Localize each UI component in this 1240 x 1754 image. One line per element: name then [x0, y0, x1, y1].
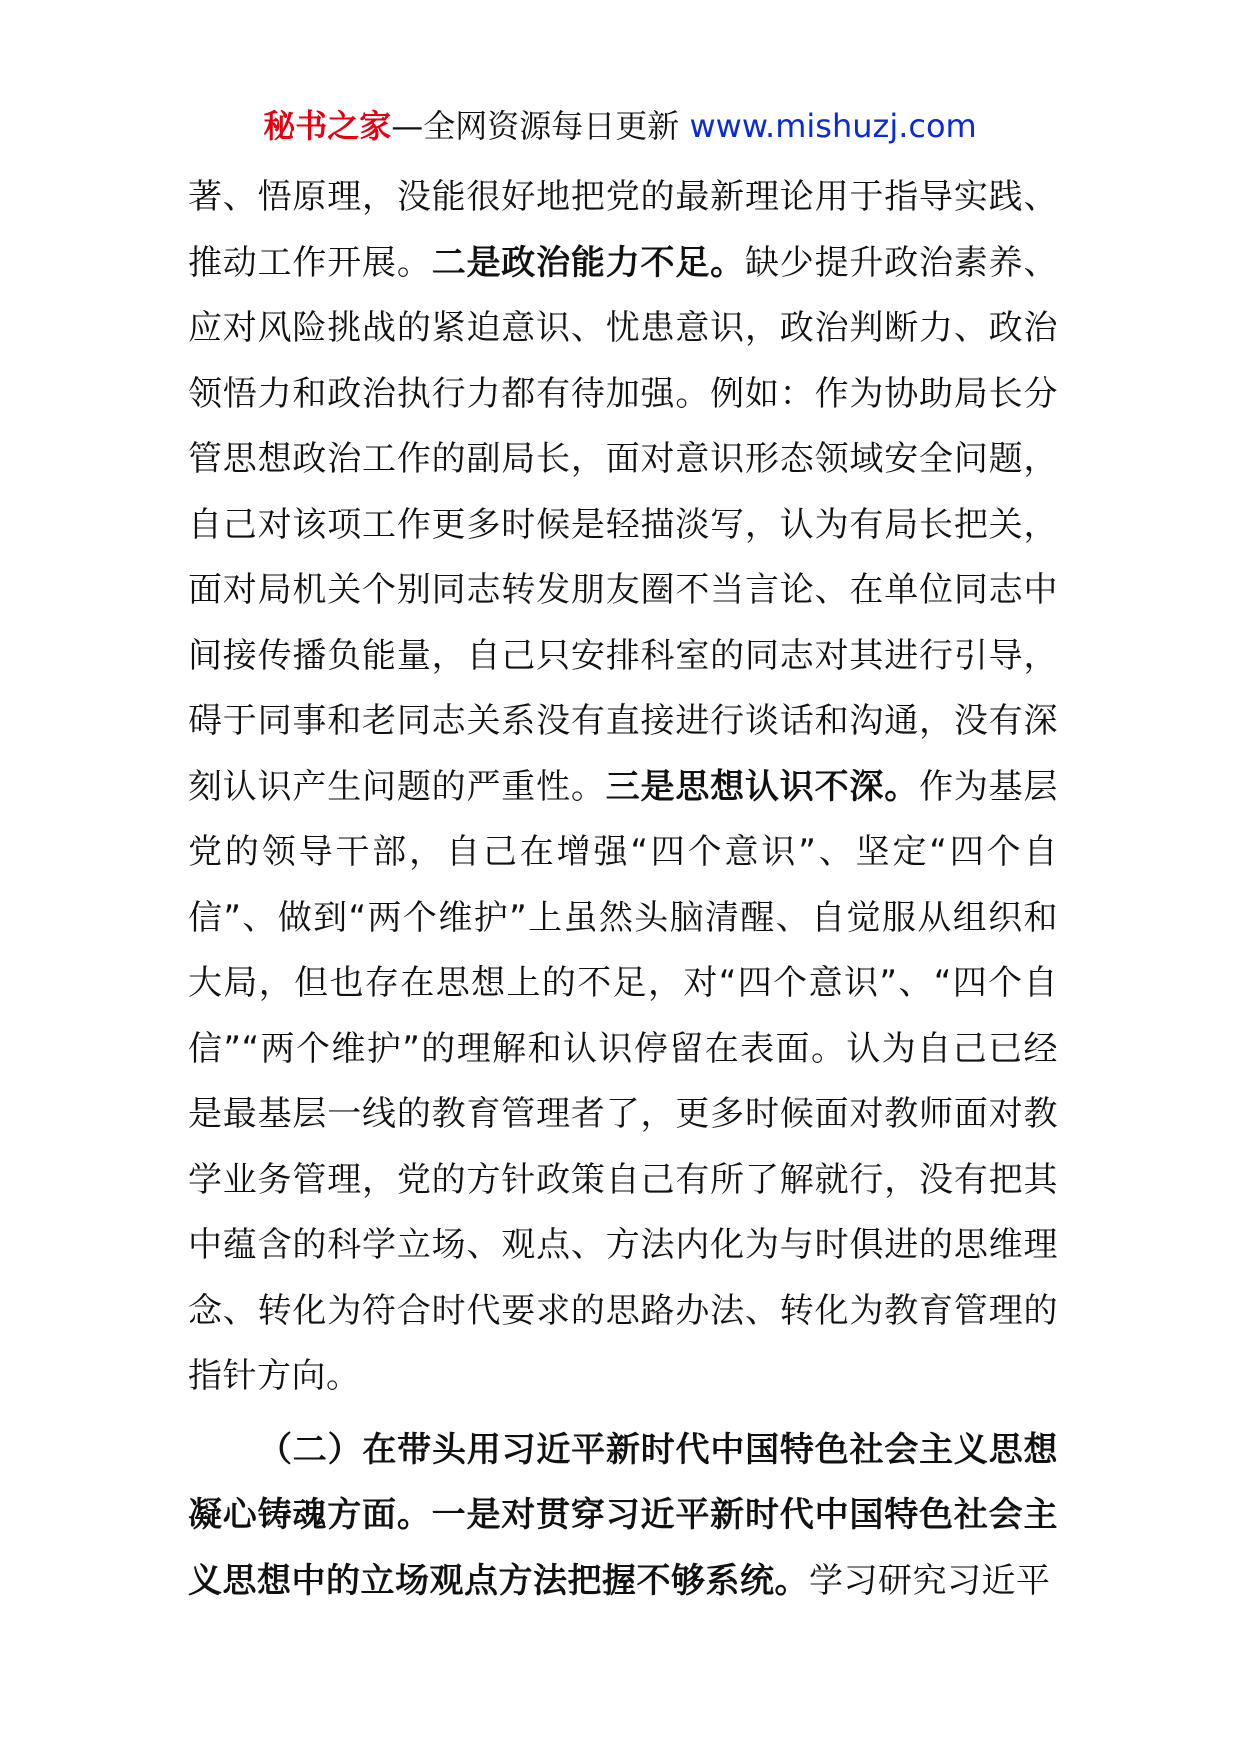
paragraph-2-text-1: 学习研究习近平	[809, 1560, 1051, 1601]
site-header	[0, 100, 1240, 152]
document-body	[188, 165, 1058, 1614]
header-separator: —	[391, 107, 424, 145]
paragraph-1-text-2: 缺少提升政治素养、应对风险挑战的紧迫意识、忧患意识，政治判断力、政治领悟力和政治执行力都有待加强。例如：作为协助局长分管思想政治工作的副局长，面对意识形态领域安全问题，自己对该项工作更多时候是轻描淡写，认为有局长把关，面对局机关个别同志转发朋友圈不当言论、在单位同志中间接传播负能量，自己只安排科室的同志对其进行引导，碍于同事和老同志关系没有直接进行谈话和沟通，没有深刻认识产生问题的严重性。	[188, 242, 1058, 807]
paragraph-1-heading-2: 二是政治能力不足。	[431, 242, 745, 283]
paragraph-2	[188, 1418, 1058, 1615]
paragraph-1	[188, 165, 1058, 1410]
paragraph-1-heading-3: 三是思想认识不深。	[605, 766, 920, 807]
site-url-link[interactable]: www.mishuzj.com	[689, 107, 977, 145]
paragraph-1-text-1: 著、悟原理，没能很好地把党的最新理论用于指导实践、推动工作开展。	[188, 177, 1058, 283]
section-heading-2: （二）在带头用习近平新时代中国特色社会主义思想凝心铸魂方面。一是对贯穿习近平新时代中国特色社会主义思想中的立场观点方法把握不够系统。	[188, 1429, 1058, 1601]
paragraph-1-text-3: 作为基层党的领导干部，自己在增强“四个意识”、坚定“四个自信”、做到“两个维护”上虽然头脑清醒、自觉服从组织和大局，但也存在思想上的不足，对“四个意识”、“四个自信”“两个维护”的理解和认识停留在表面。认为自己已经是最基层一线的教育管理者了，更多时候面对教师面对教学业务管理，党的方针政策自己有所了解就行，没有把其中蕴含的科学立场、观点、方法内化为与时俱进的思维理念、转化为符合时代要求的思路办法、转化为教育管理的指针方向。	[188, 766, 1058, 1396]
site-brand: 秘书之家	[263, 107, 392, 145]
header-tagline: 全网资源每日更新	[423, 107, 680, 145]
